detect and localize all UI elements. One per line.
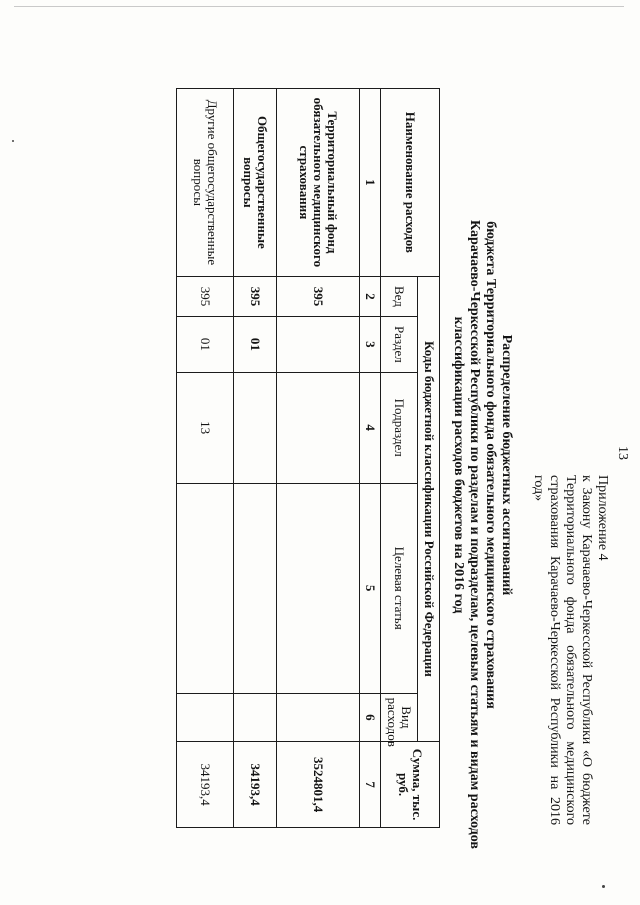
row-expense-type bbox=[177, 693, 234, 742]
row-podrazdel bbox=[277, 372, 360, 483]
row-razdel: 01 bbox=[177, 317, 234, 373]
row-ved: 395 bbox=[177, 276, 234, 316]
table-row bbox=[277, 89, 360, 828]
row-target-article bbox=[277, 483, 360, 693]
document-title bbox=[450, 220, 514, 849]
column-number: 4 bbox=[360, 372, 381, 483]
header-ved: Вед bbox=[381, 276, 418, 316]
title-line: бюджета Территориального фонда обязательного медицинского страхования bbox=[483, 221, 498, 709]
column-number: 2 bbox=[360, 276, 381, 316]
row-sum: 34193,4 bbox=[177, 742, 234, 828]
title-line: Распределение бюджетных ассигнований bbox=[499, 334, 514, 596]
header-expense-type: Вид расходов bbox=[381, 693, 418, 742]
row-sum: 34193,4 bbox=[234, 742, 277, 828]
column-number: 7 bbox=[360, 742, 381, 828]
row-podrazdel: 13 bbox=[177, 372, 234, 483]
header-classification-codes: Коды бюджетной классификации Российской Федерации bbox=[418, 276, 440, 741]
row-target-article bbox=[177, 483, 234, 693]
header-target-article: Целевая статья bbox=[381, 483, 418, 693]
title-line: классификации расходов бюджетов на 2016 год bbox=[451, 316, 466, 614]
row-expense-type bbox=[234, 693, 277, 742]
row-podrazdel bbox=[234, 372, 277, 483]
column-number: 6 bbox=[360, 693, 381, 742]
page-number: 13 bbox=[615, 446, 630, 460]
column-number: 3 bbox=[360, 317, 381, 373]
budget-allocation-table bbox=[176, 88, 440, 828]
column-number: 1 bbox=[360, 89, 381, 277]
title-line: Карачаево-Черкесской Республики по разделам и подразделам, целевым статьям и видам расходов bbox=[467, 220, 482, 849]
appendix-text: к Закону Карачаево-Черкесской Республики «О бюджете Территориального фонда обязательного медицинского страхования Карачаево-Черкесской Республики на 2016 год» bbox=[531, 475, 594, 825]
row-ved: 395 bbox=[277, 276, 360, 316]
table-row bbox=[234, 89, 277, 828]
column-number: 5 bbox=[360, 483, 381, 693]
header-podrazdel: Подраздел bbox=[381, 372, 418, 483]
row-sum: 3524801,4 bbox=[277, 742, 360, 828]
table-row bbox=[177, 89, 234, 828]
row-expense-name: Общегосударственные вопросы bbox=[234, 89, 277, 277]
header-sum: Сумма, тыс. руб. bbox=[381, 742, 440, 828]
row-expense-name: Другие общегосударственные вопросы bbox=[177, 89, 234, 277]
row-razdel: 01 bbox=[234, 317, 277, 373]
row-razdel bbox=[277, 317, 360, 373]
row-expense-name: Территориальный фонд обязательного медицинского страхования bbox=[277, 89, 360, 277]
row-expense-type bbox=[277, 693, 360, 742]
appendix-note bbox=[530, 475, 610, 825]
row-ved: 395 bbox=[234, 276, 277, 316]
header-razdel: Раздел bbox=[381, 317, 418, 373]
appendix-heading: Приложение 4 bbox=[595, 475, 610, 561]
row-target-article bbox=[234, 483, 277, 693]
header-expense-name: Наименование расходов bbox=[381, 89, 440, 277]
